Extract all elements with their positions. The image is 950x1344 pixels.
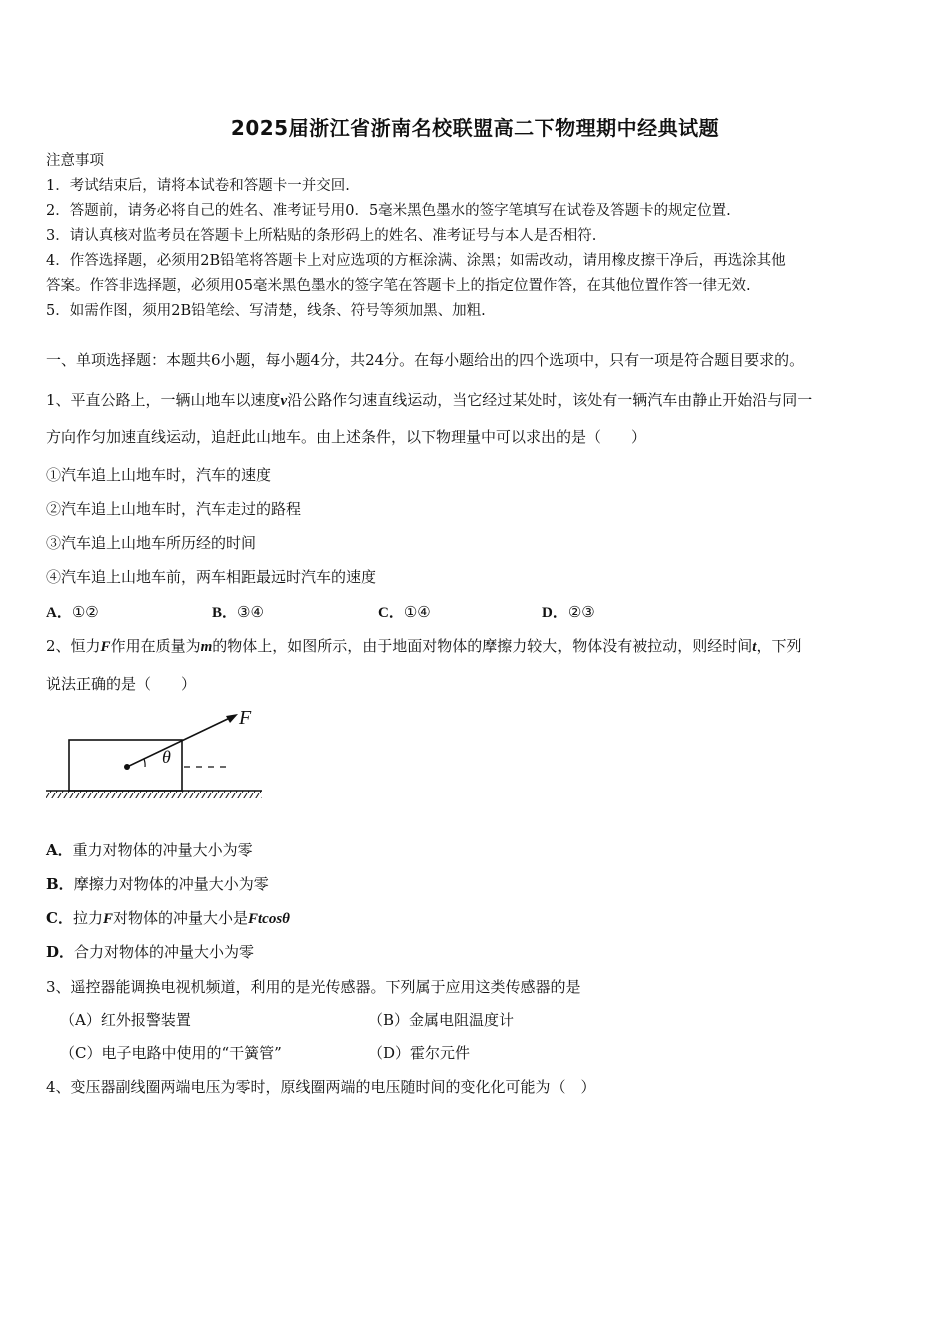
q2-option-a[interactable]: A．重力对物体的冲量大小为零 — [46, 841, 253, 859]
q2-option-b[interactable]: B．摩擦力对物体的冲量大小为零 — [46, 875, 269, 893]
force-arrowhead — [226, 714, 238, 723]
q1-stem-line1 — [46, 390, 812, 411]
force-arrow — [127, 716, 234, 767]
q1-item-2: ②汽车追上山地车时，汽车走过的路程 — [46, 500, 302, 518]
q1-item-3: ③汽车追上山地车所历经的时间 — [46, 534, 257, 552]
q2-stem-part-c: 的物体上，如图所示，由于地面对物体的摩擦力较大，物体没有被拉动，则经时间 — [212, 637, 753, 655]
angle-arc — [144, 759, 145, 767]
q1-stem-part-b: 沿公路作匀速直线运动，当它经过某处时，该处有一辆汽车由静止开始沿与同一 — [287, 391, 813, 409]
notice-item-1: 1．考试结束后，请将本试卷和答题卡一并交回. — [46, 178, 350, 194]
q2-stem-part-a: 2、恒力 — [46, 637, 101, 655]
force-label: F — [239, 707, 252, 729]
ground-hatching — [46, 791, 262, 798]
q2-stem-part-b: 作用在质量为 — [110, 637, 201, 655]
q3-option-b[interactable]: （B）金属电阻温度计 — [368, 1011, 515, 1029]
q2-var-F: F — [100, 639, 111, 655]
q2-stem-line2: 说法正确的是（ ） — [46, 675, 197, 693]
q3-stem: 3、遥控器能调换电视机频道，利用的是光传感器。下列属于应用这类传感器的是 — [46, 978, 581, 996]
q2-option-d[interactable]: D．合力对物体的冲量大小为零 — [46, 943, 255, 961]
q3-option-c[interactable]: （C）电子电路中使用的“干簧管” — [60, 1044, 282, 1062]
q1-item-1: ①汽车追上山地车时，汽车的速度 — [46, 466, 272, 484]
q2-option-c-var: F — [102, 911, 113, 927]
notice-heading: 注意事项 — [46, 153, 104, 169]
q2-option-c[interactable]: C．拉力F对物体的冲量大小是Ftcosθ — [46, 909, 290, 927]
q1-option-b[interactable]: B．③④ — [212, 603, 264, 621]
q1-option-c[interactable]: C．①④ — [378, 603, 431, 621]
q4-stem: 4、变压器副线圈两端电压为零时，原线圈两端的电压随时间的变化化可能为（ ） — [46, 1078, 596, 1096]
q3-option-a[interactable]: （A）红外报警装置 — [60, 1011, 191, 1029]
q2-stem-part-d: ，下列 — [756, 637, 802, 655]
q1-item-4: ④汽车追上山地车前，两车相距最远时汽车的速度 — [46, 568, 377, 586]
q2-option-c-formula: Ftcosθ — [248, 911, 290, 927]
notice-item-4-cont: 答案。作答非选择题，必须用05毫米黑色墨水的签字笔在答题卡上的指定位置作答，在其他位置作答一律无效. — [46, 278, 751, 294]
section-heading: 一、单项选择题：本题共6小题，每小题4分，共24分。在每小题给出的四个选项中，只有一项是符合题目要求的。 — [46, 351, 805, 369]
q1-option-a[interactable]: A．①② — [46, 603, 99, 621]
q1-var-v: v — [280, 393, 288, 409]
notice-item-3: 3．请认真核对监考员在答题卡上所粘贴的条形码上的姓名、准考证号与本人是否相符. — [46, 228, 597, 244]
notice-item-2: 2．答题前，请务必将自己的姓名、准考证号用0．5毫米黑色墨水的签字笔填写在试卷及答题卡的规定位置. — [46, 203, 731, 219]
angle-label: θ — [162, 747, 171, 767]
q1-stem-part-a: 1、平直公路上，一辆山地车以速度 — [46, 391, 281, 409]
q1-stem-line2: 方向作匀加速直线运动，追赶此山地车。由上述条件，以下物理量中可以求出的是（ ） — [46, 428, 647, 446]
notice-item-4: 4．作答选择题，必须用2B铅笔将答题卡上对应选项的方框涂满、涂黑；如需改动，请用橡皮擦干净后，再选涂其他 — [46, 253, 786, 269]
q1-option-d[interactable]: D．②③ — [542, 603, 595, 621]
force-diagram — [44, 705, 269, 805]
page-title: 2025届浙江省浙南名校联盟高二下物理期中经典试题 — [230, 116, 720, 140]
q2-stem-line1 — [46, 636, 801, 657]
q2-var-m: m — [200, 639, 213, 655]
q1-options — [46, 602, 646, 622]
notice-item-5: 5．如需作图，须用2B铅笔绘、写清楚，线条、符号等须加黑、加粗. — [46, 303, 486, 319]
q2-var-t: t — [752, 639, 757, 655]
q3-option-d[interactable]: （D）霍尔元件 — [368, 1044, 471, 1062]
